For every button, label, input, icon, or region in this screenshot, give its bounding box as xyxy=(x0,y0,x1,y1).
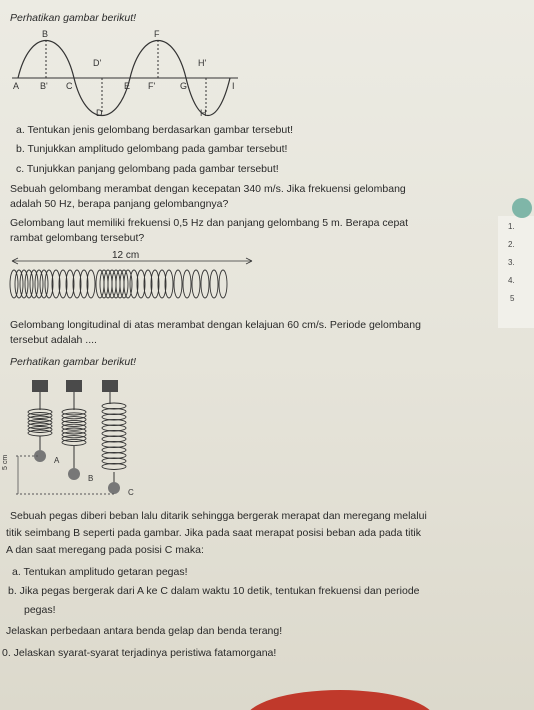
spring-coil xyxy=(183,270,191,298)
spring-coil xyxy=(219,270,227,298)
question-5b-line1: b. Jika pegas bergerak dari A ke C dalam waktu 10 detik, tentukan frekuensi dan periode xyxy=(8,585,420,597)
wave-label-A: A xyxy=(13,81,20,91)
spring-coil xyxy=(35,270,43,298)
spring-coil xyxy=(10,270,18,298)
question-2-line2: adalah 50 Hz, berapa panjang gelombangnya? xyxy=(10,198,229,210)
spring-mass-figure xyxy=(6,374,166,504)
spring-coil xyxy=(15,270,23,298)
question-1c: c. Tunjukkan panjang gelombang pada gambar tersebut! xyxy=(16,163,279,175)
spring-label-B: B xyxy=(88,474,94,483)
wave-label-I: I xyxy=(232,81,235,91)
mass-C xyxy=(108,482,120,494)
question-5b-line2: pegas! xyxy=(24,604,56,616)
wave-label-H-prime: H' xyxy=(198,58,207,68)
side-number-1: 1. xyxy=(508,222,515,231)
spring-label-C: C xyxy=(128,488,134,497)
spring-coil xyxy=(30,270,38,298)
wave-label-C: C xyxy=(66,81,73,91)
side-number-4: 4. xyxy=(508,276,515,285)
wave-label-F-prime: F' xyxy=(148,81,156,91)
spring-loop xyxy=(28,430,52,436)
spring-stretched xyxy=(102,403,126,470)
question-5-line3: A dan saat meregang pada posisi C maka: xyxy=(6,544,204,556)
support-block-2 xyxy=(66,380,82,392)
wave-label-E: E xyxy=(124,81,131,91)
spring-compressed xyxy=(28,409,52,436)
spring-coil xyxy=(201,270,209,298)
scale-label: 5 cm xyxy=(2,454,9,470)
wave-label-B-prime: B' xyxy=(40,81,48,91)
spring-coil xyxy=(40,270,48,298)
spring-coil xyxy=(25,270,33,298)
spring-loop xyxy=(28,413,52,419)
wave-label-D-prime: D' xyxy=(93,58,102,68)
adjacent-icon xyxy=(508,194,534,218)
spring-loop xyxy=(62,439,86,445)
spring-coil xyxy=(210,270,218,298)
question-3-line2: rambat gelombang tersebut? xyxy=(10,232,145,244)
heading-figure-2: Perhatikan gambar berikut! xyxy=(10,356,137,368)
side-number-2: 2. xyxy=(508,240,515,249)
wave-label-D: D xyxy=(96,108,103,118)
support-block-1 xyxy=(32,380,48,392)
spring-length-label: 12 cm xyxy=(112,250,140,261)
mass-B xyxy=(68,468,80,480)
spring-coil xyxy=(20,270,28,298)
spring-loop xyxy=(28,420,52,426)
wave-label-G: G xyxy=(180,81,188,91)
side-number-5: 5 xyxy=(510,294,515,303)
spring-coils xyxy=(10,270,227,298)
spring-coil xyxy=(192,270,200,298)
question-7: 0. Jelaskan syarat-syarat terjadinya peristiwa fatamorgana! xyxy=(2,647,277,659)
question-6: Jelaskan perbedaan antara benda gelap dan benda terang! xyxy=(6,625,283,637)
wave-label-H: H xyxy=(200,108,207,118)
question-3-line1: Gelombang laut memiliki frekuensi 0,5 Hz dan panjang gelombang 5 m. Berapa cepat xyxy=(10,217,409,229)
support-block-3 xyxy=(102,380,118,392)
heading-figure-1: Perhatikan gambar berikut! xyxy=(10,12,137,24)
question-5a: a. Tentukan amplitudo getaran pegas! xyxy=(12,566,188,578)
question-1b: b. Tunjukkan amplitudo gelombang pada gambar tersebut! xyxy=(16,143,288,155)
transverse-wave-figure xyxy=(0,26,250,122)
side-number-3: 3. xyxy=(508,258,515,267)
question-1a: a. Tentukan jenis gelombang berdasarkan gambar tersebut! xyxy=(16,124,294,136)
spring-loop xyxy=(28,423,52,429)
question-5-line1: Sebuah pegas diberi beban lalu ditarik sehingga bergerak merapat dan meregang melalui xyxy=(10,510,427,522)
spring-label-A: A xyxy=(54,456,60,465)
spring-coil xyxy=(174,270,182,298)
wave-label-B: B xyxy=(42,29,49,39)
spring-loop xyxy=(28,416,52,422)
spring-equilibrium xyxy=(62,409,86,445)
question-5-line2: titik seimbang B seperti pada gambar. Jika pada saat merapat posisi beban ada pada titik xyxy=(6,527,422,539)
question-4-line2: tersebut adalah .... xyxy=(10,334,97,346)
question-4-line1: Gelombang longitudinal di atas merambat dengan kelajuan 60 cm/s. Periode gelombang xyxy=(10,319,421,331)
spring-loop xyxy=(28,427,52,433)
red-object-bottom xyxy=(240,680,440,710)
question-2-line1: Sebuah gelombang merambat dengan kecepatan 340 m/s. Jika frekuensi gelombang xyxy=(10,183,406,195)
adjacent-page-strip xyxy=(498,216,534,328)
longitudinal-spring-figure xyxy=(8,256,258,304)
wave-label-F: F xyxy=(154,29,160,39)
